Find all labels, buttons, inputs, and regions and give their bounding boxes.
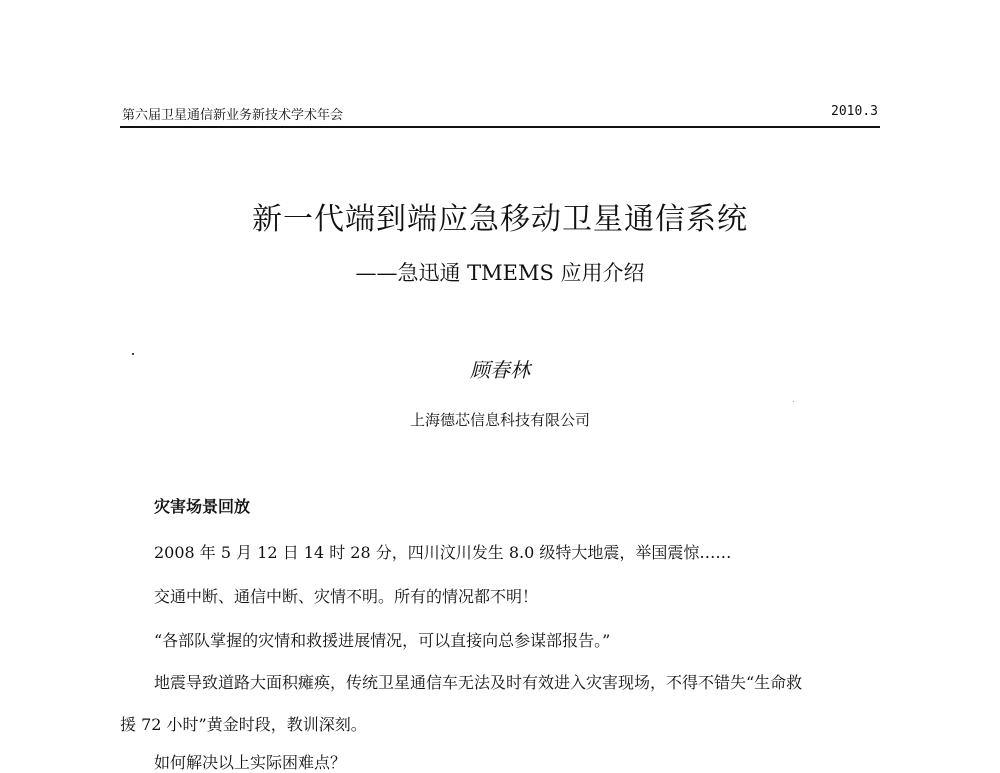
scan-speck: [793, 401, 794, 402]
paragraph: “各部队掌握的灾情和救援进展情况，可以直接向总参谋部报告。”: [154, 631, 611, 650]
paragraph: 交通中断、通信中断、灾情不明。所有的情况都不明！: [154, 587, 539, 606]
paper-title: 新一代端到端应急移动卫星通信系统: [252, 202, 748, 237]
author-affiliation: 上海德芯信息科技有限公司: [409, 411, 590, 429]
running-header: [120, 104, 880, 128]
paragraph: 地震导致道路大面积瘫痪，传统卫星通信车无法及时有效进入灾害现场，不得不错失“生命救: [154, 673, 803, 692]
paper-subtitle: ——急迅通 TMEMS 应用介绍: [355, 261, 645, 285]
paragraph: 2008 年 5 月 12 日 14 时 28 分，四川汶川发生 8.0 级特大地震，举国震惊……: [154, 543, 732, 562]
paragraph-continuation: 援 72 小时”黄金时段，教训深刻。: [120, 715, 367, 734]
section-heading: 灾害场景回放: [154, 497, 251, 516]
conference-name: 第六届卫星通信新业务新技术学术年会: [122, 108, 344, 123]
header-date: 2010.3: [831, 104, 878, 119]
paragraph: 如何解决以上实际困难点？: [154, 753, 347, 772]
author-name: 顾春林: [470, 358, 530, 382]
